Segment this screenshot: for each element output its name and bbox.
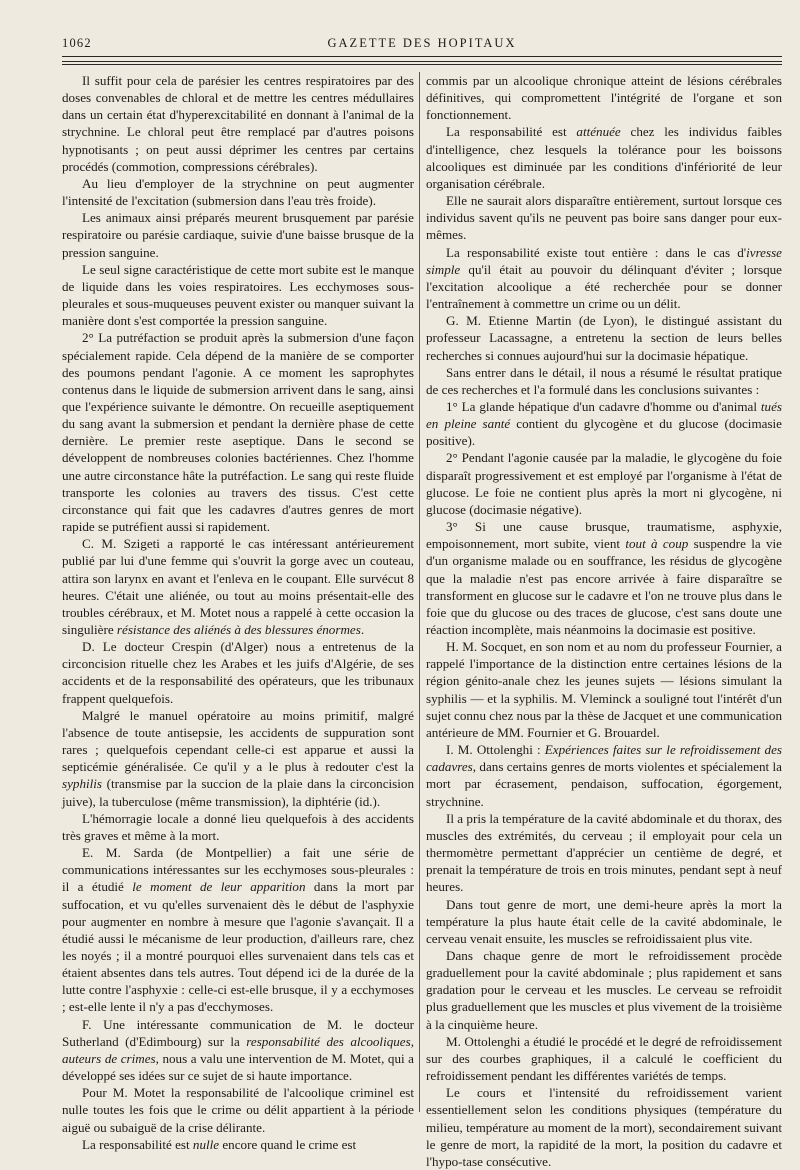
- paragraph: [426, 244, 782, 313]
- italic-phrase: tués en pleine santé: [426, 398, 782, 432]
- paragraph: [426, 947, 782, 1033]
- paragraph-text: 3° Si une cause brusque, traumatisme, asphyxie, empoisonnement, mort subite, vient: [426, 519, 782, 552]
- paragraph: [426, 638, 782, 741]
- italic-phrase: atténuée: [576, 124, 621, 140]
- paragraph: [426, 518, 782, 638]
- paragraph-text-after: contient du glycogène et du glucose (docimasie positive).: [426, 416, 782, 449]
- paragraph: [62, 1016, 414, 1085]
- paragraph: [62, 261, 414, 330]
- paragraph-text: La responsabilité est: [446, 124, 577, 140]
- paragraph-text: Elle ne saurait alors disparaître entièrement, surtout lorsque ces individus savent qu'ils ne peuvent pas boire sans danger pour eux-mêmes.: [426, 193, 782, 243]
- paragraph-text: L'hémorragie locale a donné lieu quelquefois à des accidents très graves et même à la mort.: [62, 810, 414, 843]
- paragraph: [426, 312, 782, 363]
- paragraph-text: 2° La putréfaction se produit après la submersion d'une façon spécialement rapide. Cela dépend de la manière de se comporter des poumons pendant l'agonie. A ce moment les saprophytes contenus dans le liquide de submersion arrivent dans le sang, ainsi que l'expérience suivante le démontre. On recueille aseptiquement du sang avant la submersion et pendant la dernière phase de cette dernière. Le premier reste aseptique. Dans le second se développent de nombreuses colonies bactériennes. Chez l'homme une autre circonstance hâte la putréfaction. Le sang qui reste fluide transporte les colonies au travers des tissus. C'est cette circonstance qui fait que les cadavres d'autres genres de mort rapide se putréfient aussi si rapidement.: [62, 330, 414, 535]
- paragraph-text: Il suffit pour cela de parésier les centres respiratoires par des doses convenables de chloral et de mettre les centres médullaires dans un certain état d'hyperexcitabilité en donnant à l'animal de la strychnine. Le chloral peut être remplacé par d'autres poisons hypnotisants ; on peut aussi déprimer les centres par certains procédés (commotion, compressions cérébrales).: [62, 73, 414, 174]
- page-header: [62, 36, 782, 56]
- paragraph-text-after: .: [360, 622, 365, 637]
- paragraph-text: F. Une intéressante communication de M. le docteur Sutherland (d'Edimbourg) sur la: [62, 1016, 414, 1049]
- paragraph-text: Le seul signe caractéristique de cette mort subite est le manque de liquide dans les voies respiratoires. Les ecchymoses sous-pleurales et sous-muqueuses peuvent exister ou manquer suivant la manière dont s'est comportée la pression sanguine.: [62, 261, 414, 329]
- paragraph: [62, 535, 414, 638]
- paragraph-text: G. M. Etienne Martin (de Lyon), le distingué assistant du professeur Lacassagne, a entretenu la section de leurs belles recherches si connues aujourd'hui sur la docimasie hépatique.: [426, 313, 782, 363]
- paragraph: [62, 638, 414, 707]
- paragraph: [426, 741, 782, 810]
- paragraph-text: Dans chaque genre de mort le refroidissement procède graduellement pour la cavité abdominale ; plus rapidement et sans gradation pour le cerveau et les muscles. Le cerveau se refroidit plus graduellement que les muscles et plus vivement de la troisième à la cinquième heure.: [426, 947, 782, 1032]
- paragraph: [62, 844, 414, 1016]
- paragraph-text-after: qu'il était au pouvoir du délinquant d'éviter ; lorsque l'excitation alcoolique a été recherchée pour se donner l'entraînement à commettre un crime ou un délit.: [426, 261, 782, 312]
- paragraph: [426, 72, 782, 123]
- italic-phrase: résistance des aliénés à des blessures énormes: [116, 622, 361, 637]
- paragraph-text: M. Ottolenghi a étudié le procédé et le degré de refroidissement sur des courbes graphiques, il a calculé le coefficient du refroidissement pendant les différentes variétés de temps.: [426, 1033, 782, 1084]
- paragraph-text: 1° La glande hépatique d'un cadavre d'homme ou d'animal: [446, 398, 761, 414]
- paragraph: [426, 192, 782, 243]
- paragraph-text: Pour M. Motet la responsabilité de l'alcoolique criminel est nulle toutes les fois que le crime ou délit appartient à la période aiguë ou subaiguë de la crise délirante.: [62, 1085, 414, 1135]
- paragraph-text: D. Le docteur Crespin (d'Alger) nous a entretenus de la circoncision rituelle chez les Arabes et les juifs d'Algérie, de ses accidents et de la responsabilité des opérateurs, que les tribunaux frappent quelquefois.: [62, 639, 414, 706]
- header-rule-middle: [62, 61, 782, 62]
- paragraph-text-after: encore quand le crime est: [219, 1136, 357, 1152]
- italic-phrase: le moment de leur apparition: [132, 879, 306, 895]
- paragraph-text-after: dans la mort par suffocation, et vu qu'elles survenaient dès le début de l'asphyxie pour augmenter en nombre à mesure que l'agonie s'avançait. Il a étudié aussi le mécanisme de leur production, d'ailleurs rare, chez les noyés ; il a montré pourquoi elles survenaient dans tels cas et étaient absentes dans tels autres. Tout dépend ici de la durée de la lutte contre l'asphyxie : celle-ci est-elle brusque, il y a ecchymoses ; est-elle lente il n'y a pas d'ecchymoses.: [62, 879, 414, 1015]
- paragraph: [426, 123, 782, 192]
- journal-title: GAZETTE DES HOPITAUX: [327, 36, 517, 50]
- italic-phrase: tout à coup: [625, 536, 689, 552]
- paragraph-text-after: suspendre la vie d'un organisme malade ou en souffrance, les résidus de glycogène que la maladie n'est pas encore arrivée à faire disparaître se transforment en glucose sur le cadavre et l'on ne trouve plus dans le foie que du glucose ou des traces de glucose, c'est sans doute une réaction incomplète, mais néanmoins la docimasie est positive.: [426, 536, 782, 637]
- page-number: 1062: [62, 36, 92, 50]
- right-column: [426, 72, 782, 1169]
- paragraph: [62, 810, 414, 844]
- paragraph: [62, 175, 414, 209]
- paragraph: [426, 364, 782, 398]
- paragraph-text: Le cours et l'intensité du refroidissement varient essentiellement selon les conditions physiques (température du milieu, température au moment de la mort), secondairement suivant le genre de mort, la rapidité de la mort, la position du cadavre et l'hypo-tase consécutive.: [426, 1085, 782, 1169]
- column-divider: [419, 72, 420, 1112]
- paragraph: [62, 707, 414, 810]
- paragraph: [426, 1084, 782, 1170]
- paragraph-text-after: chez les individus faibles d'intelligence, chez lesquels la tolérance pour les boissons alcooliques est diminuée par les conditions d'infériorité de leur organisation cérébrale.: [426, 124, 782, 191]
- paragraph: [426, 449, 782, 518]
- paragraph-text: 2° Pendant l'agonie causée par la maladie, le glycogène du foie disparaît progressivement et est employé par l'organisme à l'état de glucose. Le foie ne contient plus après la mort ni glycogène, ni glucose (docimasie négative).: [426, 450, 782, 517]
- italic-phrase: ivresse simple: [426, 244, 782, 277]
- paragraph-text: Les animaux ainsi préparés meurent brusquement par parésie respiratoire ou parésie cardiaque, suivie d'une baisse brusque de la pression sanguine.: [62, 210, 414, 260]
- paragraph-text: Il a pris la température de la cavité abdominale et du thorax, des muscles des extrémités, du cerveau ; il employait pour cela un thermomètre permettant d'apprécier un centième de degré, et prenait la température de trois en trois minutes, pendant sept à neuf heures.: [426, 810, 782, 895]
- paragraph: [62, 72, 414, 175]
- paragraph: [426, 896, 782, 947]
- paragraph-text-after: , nous a valu une intervention de M. Motet, qui a développé ses idées sur ce sujet de si haute importance.: [62, 1050, 414, 1084]
- paragraph: [62, 209, 414, 260]
- italic-phrase: nulle: [192, 1136, 220, 1152]
- header-rule-top: [62, 56, 782, 57]
- header-rule-bottom: [62, 64, 782, 65]
- paragraph-text: Au lieu d'employer de la strychnine on peut augmenter l'intensité de l'excitation (submersion dans l'eau très froide).: [62, 175, 414, 209]
- paragraph-text-after: , dans certains genres de morts violentes et spécialement la mort par écrasement, pendaison, suffocation, égorgement, strychnine.: [426, 759, 782, 809]
- paragraph-text: Malgré le manuel opératoire au moins primitif, malgré l'absence de toute antisepsie, les accidents de suppuration sont rares ; quelquefois cependant celle-ci est apparue et aussi la septicémie généralisée. Ce qu'il y a le plus à redouter c'est la: [62, 707, 414, 775]
- paragraph-text: I. M. Ottolenghi :: [446, 742, 545, 758]
- paragraph: [62, 1136, 414, 1153]
- italic-phrase: syphilis: [62, 776, 103, 792]
- paragraph-text: C. M. Szigeti a rapporté le cas intéressant antérieurement publié par lui d'une femme qui s'ouvrit la gorge avec un couteau, attira son larynx en avant et l'enleva en le coupant. Elle survécut 8 heures. C'était une aliénée, ou tout au moins présentait-elle des troubles cérébraux, et M. Motet nous a rappelé à cette occasion la singulière: [62, 536, 414, 637]
- paragraph: [62, 1084, 414, 1135]
- paragraph-text: E. M. Sarda (de Montpellier) a fait une série de communications intéressantes sur les ecchymoses sous-pleurales : il a étudié: [62, 845, 414, 895]
- paragraph: [426, 398, 782, 449]
- left-column: [62, 72, 414, 1152]
- paragraph-text: commis par un alcoolique chronique atteint de lésions cérébrales définitives, qui compromettent l'intégrité de l'organe et son fonctionnement.: [426, 73, 782, 123]
- paragraph: [62, 329, 414, 535]
- paragraph-text: Dans tout genre de mort, une demi-heure après la mort la température la plus haute était celle de la cavité abdominale, le cerveau venait ensuite, les muscles se refroidissaient plus vite.: [426, 896, 782, 946]
- paragraph: [426, 810, 782, 896]
- italic-phrase: responsabilité des alcooliques, auteurs de crimes: [62, 1033, 414, 1066]
- paragraph: [426, 1033, 782, 1084]
- paragraph-text: Sans entrer dans le détail, il nous a résumé le résultat pratique de ces recherches et l'a formulé dans les conclusions suivantes :: [426, 364, 782, 397]
- paragraph-text-after: (transmise par la succion de la plaie dans la circoncision juive), la tuberculose (même transmission), la diphtérie (id.).: [62, 776, 414, 809]
- paragraph-text: La responsabilité existe tout entière : dans le cas d': [446, 244, 747, 260]
- italic-phrase: Expériences faites sur le refroidissement des cadavres: [426, 742, 782, 775]
- paragraph-text: La responsabilité est: [82, 1136, 193, 1152]
- paragraph-text: H. M. Socquet, en son nom et au nom du professeur Fournier, a rappelé l'importance de la distinction entre certaines lésions de la région génito-anale chez les jeunes sujets — lésions simulant la syphilis — et la syphilis. M. Vleminck a souligné tout l'intérêt d'un sujet connu chez nous par la thèse de Jacquet et une communication antérieure de MM. Fournier et G. Brouardel.: [426, 639, 782, 740]
